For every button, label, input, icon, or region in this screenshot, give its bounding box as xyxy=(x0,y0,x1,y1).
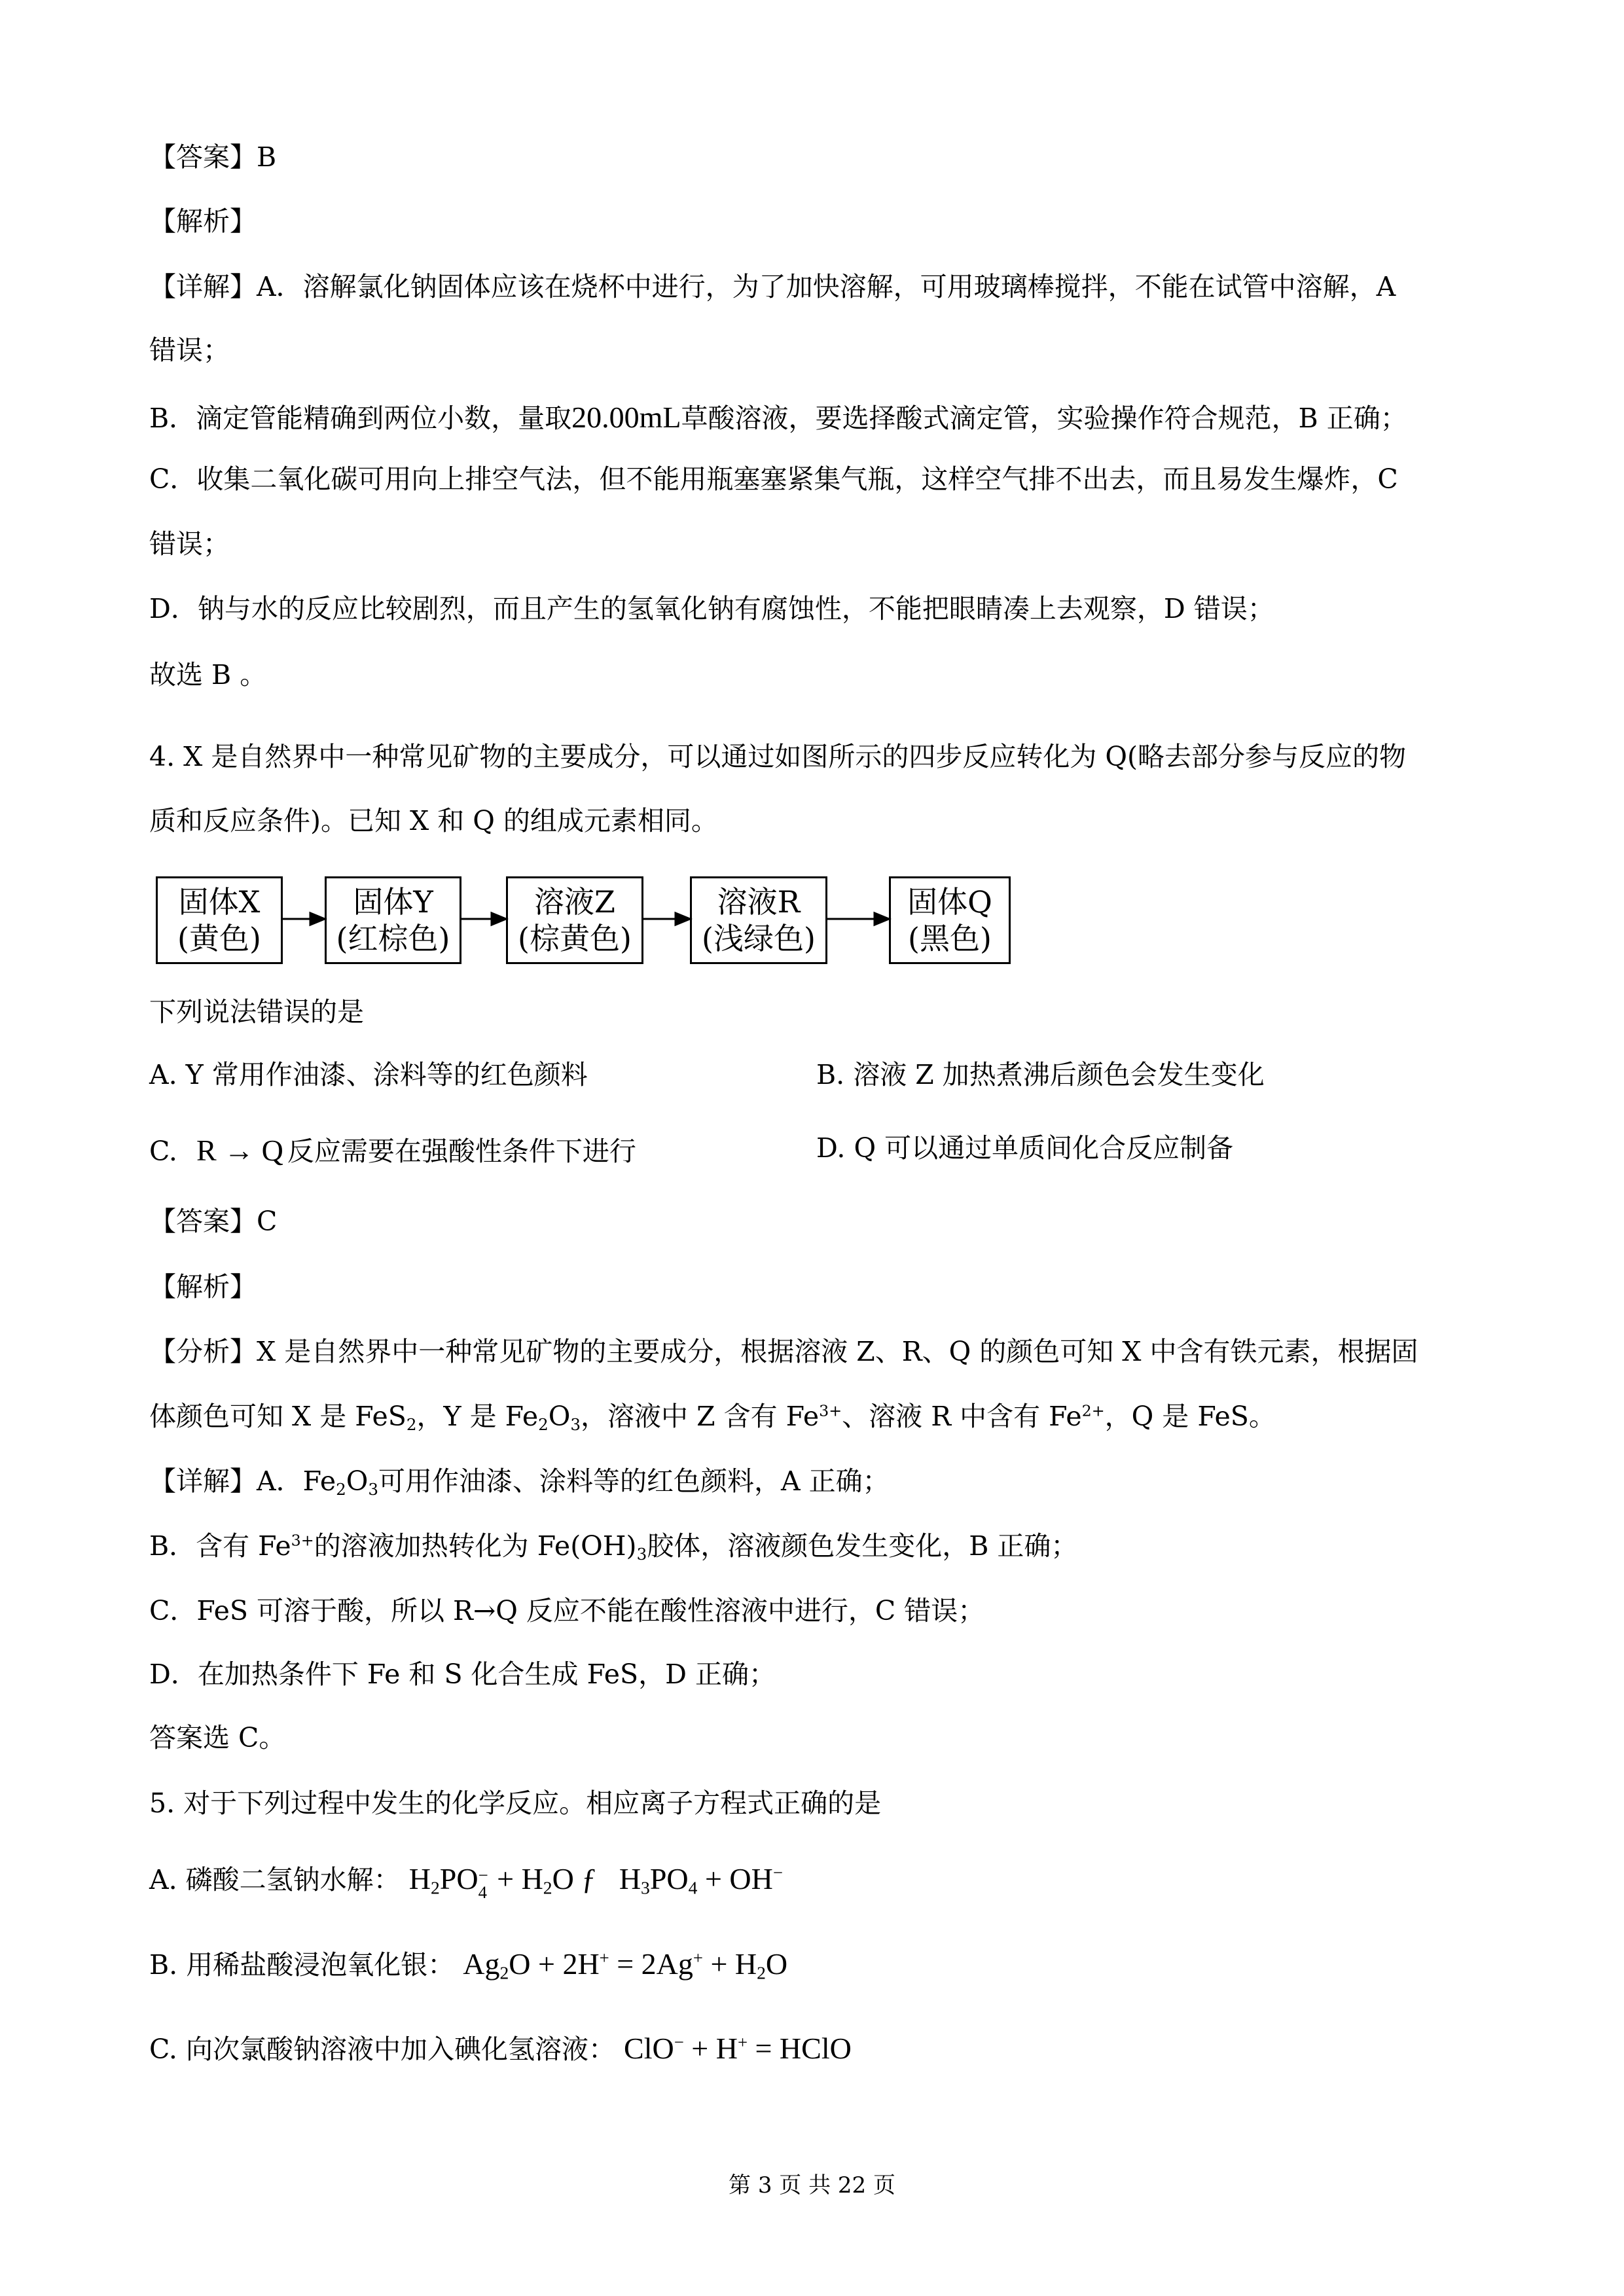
flow-box-color: (红棕色) xyxy=(336,921,450,956)
q4-option-c xyxy=(149,1132,636,1170)
q4-option-a: A. Y 常用作油漆、涂料等的红色颜料 xyxy=(149,1059,588,1090)
q4-answer xyxy=(149,1205,277,1238)
subscript: 3 xyxy=(641,1877,650,1898)
option-c-prefix: C. xyxy=(149,1136,177,1167)
eq-text: + H xyxy=(683,2032,738,2065)
option-label: C. 向次氯酸钠溶液中加入碘化氢溶液： xyxy=(149,2034,615,2065)
q5-option-b xyxy=(149,1945,787,1983)
eq-text: PO xyxy=(439,1862,478,1895)
subscript: 4 xyxy=(478,1882,487,1902)
answer-value: B xyxy=(257,141,277,173)
eq-text: O ƒ H xyxy=(552,1862,641,1895)
detail-text: 可用作油漆、涂料等的红色颜料，A 正确； xyxy=(378,1465,890,1497)
flow-arrow-4-head xyxy=(875,913,889,925)
analysis-text: X 是自然界中一种常见矿物的主要成分，根据溶液 Z、R、Q 的颜色可知 X 中含有铁元素，根据固 xyxy=(257,1336,1418,1367)
q4-analysis-line2 xyxy=(149,1400,1276,1433)
q4-detail-d: D．在加热条件下 Fe 和 S 化合生成 FeS，D 正确； xyxy=(149,1659,776,1690)
detail-label: 【详解】 xyxy=(149,1465,257,1497)
q4-stem-line1: 4. X 是自然界中一种常见矿物的主要成分，可以通过如图所示的四步反应转化为 Q(略去部分参与反应的物 xyxy=(149,741,1407,772)
eq-text: = HClO xyxy=(747,2032,852,2065)
q3-analysis-label: 【解析】 xyxy=(149,206,257,237)
subscript: 2 xyxy=(543,1877,552,1898)
flow-box-color: (棕黄色) xyxy=(518,921,632,956)
flow-box-color: (黑色) xyxy=(908,921,992,956)
superscript: 3+ xyxy=(819,1401,842,1420)
q4-question: 下列说法错误的是 xyxy=(149,996,364,1028)
eq-text: Ag xyxy=(463,1947,500,1981)
detail-b-post: 草酸溶液，要选择酸式滴定管，实验操作符合规范，B 正确； xyxy=(681,403,1407,434)
detail-text: B．含有 Fe xyxy=(149,1530,291,1562)
q4-option-d: D. Q 可以通过单质间化合反应制备 xyxy=(816,1132,1234,1164)
option-b-equation xyxy=(463,1947,787,1981)
analysis-text: 、溶液 R 中含有 Fe xyxy=(842,1401,1082,1432)
eq-text: ClO xyxy=(624,2032,674,2065)
q3-conclusion: 故选 B 。 xyxy=(149,659,267,691)
eq-text: O + 2H xyxy=(509,1947,600,1981)
answer-label: 【答案】 xyxy=(149,141,257,173)
q3-detail-c-line2: 错误； xyxy=(149,528,230,560)
q4-conclusion: 答案选 C。 xyxy=(149,1722,286,1753)
subscript: 2 xyxy=(499,1962,509,1983)
q3-detail-c-line1: C．收集二氧化碳可用向上排空气法，但不能用瓶塞塞紧集气瓶，这样空气排不出去，而且易发生爆炸，C xyxy=(149,463,1398,495)
eq-text: + OH xyxy=(697,1862,773,1895)
superscript: − xyxy=(478,1865,488,1886)
answer-label: 【答案】 xyxy=(149,1206,257,1237)
subscript: 3 xyxy=(368,1479,379,1499)
option-c-equation xyxy=(624,2032,852,2065)
flow-box-name: 固体X xyxy=(178,884,261,920)
q4-option-b: B. 溶液 Z 加热煮沸后颜色会发生变化 xyxy=(816,1059,1265,1090)
detail-label: 【详解】 xyxy=(149,271,257,302)
flow-arrows xyxy=(0,0,1624,1047)
analysis-text: ，Y 是 Fe xyxy=(416,1401,539,1432)
detail-a-text: A．溶解氯化钠固体应该在烧杯中进行，为了加快溶解，可用玻璃棒搅拌，不能在试管中溶解，A xyxy=(257,271,1396,302)
detail-b-pre: B．滴定管能精确到两位小数，量取 xyxy=(149,403,572,434)
superscript: 2+ xyxy=(1081,1401,1105,1420)
option-c-text: 反应需要在强酸性条件下进行 xyxy=(287,1136,636,1167)
flow-box-name: 固体Q xyxy=(907,884,992,920)
subscript: 2 xyxy=(538,1414,549,1434)
q4-detail-c: C．FeS 可溶于酸，所以 R→Q 反应不能在酸性溶液中进行，C 错误； xyxy=(149,1595,985,1626)
superscript: 3+ xyxy=(291,1531,314,1550)
superscript: + xyxy=(737,2032,748,2052)
superscript: + xyxy=(693,1948,703,1967)
detail-text: 的溶液加热转化为 Fe(OH) xyxy=(314,1530,637,1562)
superscript: − xyxy=(674,2032,684,2052)
eq-text: + H xyxy=(489,1862,543,1895)
option-a-equation xyxy=(408,1862,783,1902)
superscript: − xyxy=(772,1863,783,1882)
flow-arrow-3-head xyxy=(676,913,690,925)
detail-b-value: 20.00mL xyxy=(571,401,681,434)
eq-text: H xyxy=(408,1862,431,1895)
detail-text: 胶体，溶液颜色发生变化，B 正确； xyxy=(647,1530,1078,1562)
analysis-text: ，Q 是 FeS。 xyxy=(1104,1401,1276,1432)
q4-detail-b xyxy=(149,1530,1077,1563)
q3-detail-d: D．钠与水的反应比较剧烈，而且产生的氢氧化钠有腐蚀性，不能把眼睛凑上去观察，D 错误； xyxy=(149,593,1274,624)
subscript: 3 xyxy=(570,1414,581,1434)
subscript: 4 xyxy=(688,1877,698,1898)
answer-value: C xyxy=(257,1206,278,1237)
page-footer: 第 3 页 共 22 页 xyxy=(729,2172,895,2198)
q4-analysis-label: 【解析】 xyxy=(149,1271,257,1302)
option-c-formula: R → Q xyxy=(196,1134,283,1167)
q4-analysis-line1 xyxy=(149,1335,1418,1369)
eq-text: + H xyxy=(702,1947,757,1981)
subscript: 2 xyxy=(336,1479,346,1499)
analysis-text: O xyxy=(548,1401,571,1432)
flow-box-name: 溶液R xyxy=(717,884,801,920)
q5-option-a xyxy=(149,1860,783,1901)
eq-text: O xyxy=(765,1947,788,1981)
analysis-text: 体颜色可知 X 是 FeS xyxy=(149,1401,406,1432)
flow-box-name: 溶液Z xyxy=(534,884,615,920)
q4-stem-line2: 质和反应条件)。已知 X 和 Q 的组成元素相同。 xyxy=(149,805,718,836)
q4-detail-a xyxy=(149,1465,890,1498)
detail-text: O xyxy=(346,1465,369,1497)
option-label: B. 用稀盐酸浸泡氧化银： xyxy=(149,1949,455,1981)
flow-arrow-2-head xyxy=(492,913,506,925)
flow-box-name: 固体Y xyxy=(353,884,433,920)
subscript: 2 xyxy=(430,1877,440,1898)
subscript: 3 xyxy=(636,1544,647,1564)
subscript: 2 xyxy=(757,1962,766,1983)
option-label: A. 磷酸二氢钠水解： xyxy=(149,1864,401,1895)
detail-text: A．Fe xyxy=(257,1465,336,1497)
q5-option-c xyxy=(149,2030,852,2068)
analysis-text: ，溶液中 Z 含有 Fe xyxy=(581,1401,820,1432)
eq-text: = 2Ag xyxy=(609,1947,693,1981)
flow-arrow-1-head xyxy=(310,913,325,925)
subscript: 2 xyxy=(406,1414,417,1434)
flow-box-color: (黄色) xyxy=(177,921,261,956)
superscript: + xyxy=(599,1948,609,1967)
flow-box-color: (浅绿色) xyxy=(702,921,816,956)
analysis-label: 【分析】 xyxy=(149,1336,257,1367)
q5-stem: 5. 对于下列过程中发生的化学反应。相应离子方程式正确的是 xyxy=(149,1787,882,1819)
eq-text: PO xyxy=(649,1862,689,1895)
q3-detail-a-line2: 错误； xyxy=(149,334,230,366)
